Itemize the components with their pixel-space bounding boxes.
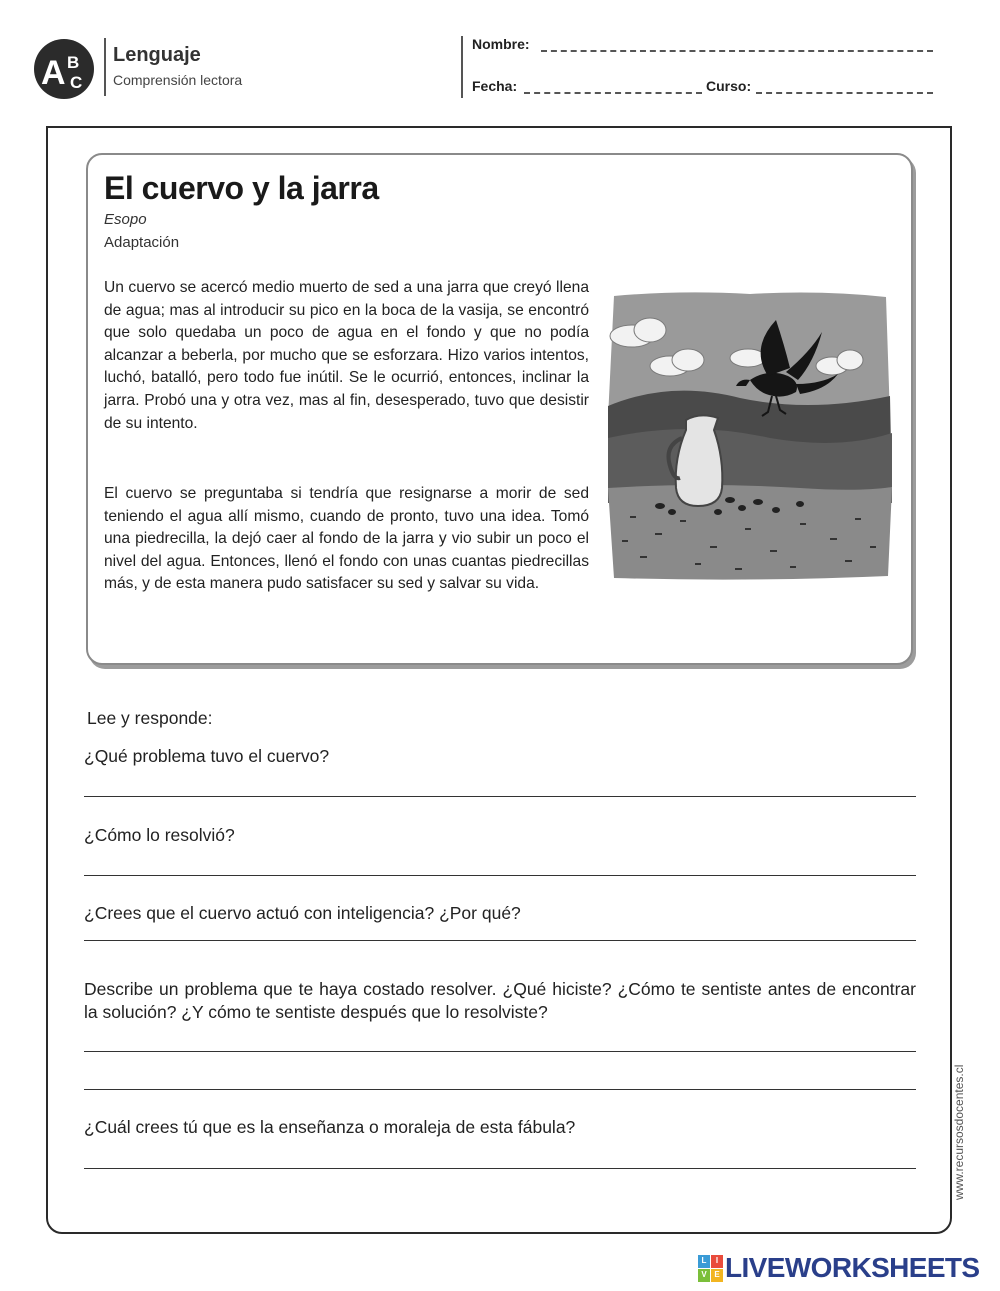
header-divider <box>104 38 106 96</box>
answer-line-4b[interactable] <box>84 1089 916 1090</box>
answer-line-2[interactable] <box>84 875 916 876</box>
answer-line-5[interactable] <box>84 1168 916 1169</box>
logo-letter-b: B <box>67 53 80 72</box>
answer-line-4a[interactable] <box>84 1051 916 1052</box>
question-1: ¿Qué problema tuvo el cuervo? <box>84 746 330 766</box>
liveworksheets-brand[interactable] <box>698 1253 980 1283</box>
story-title: El cuervo y la jarra <box>104 170 379 206</box>
story-author: Esopo <box>104 211 147 228</box>
date-field[interactable] <box>524 92 702 94</box>
brand-text: LIVEWORKSHEETS <box>725 1252 980 1283</box>
name-field[interactable] <box>541 50 933 52</box>
answer-line-3[interactable] <box>84 940 916 941</box>
fields-divider <box>461 36 463 98</box>
story-note: Adaptación <box>104 234 180 251</box>
course-label: Curso: <box>706 78 752 94</box>
unit-subtitle: Comprensión lectora <box>113 72 243 88</box>
date-label: Fecha: <box>472 78 518 94</box>
crow-and-jar-illustration <box>600 288 896 582</box>
side-url-text: www.recursosdocentes.cl <box>952 1064 966 1200</box>
question-4: Describe un problema que te haya costado resolver. ¿Qué hiciste? ¿Cómo te sentiste antes de encontrar la solución? ¿Y cómo te sentiste después que lo resolviste? <box>84 979 916 1022</box>
story-paragraph-2: El cuervo se preguntaba si tendría que resignarse a morir de sed teniendo el agua allí mismo, cuando de pronto, tuvo una idea. Tomó una piedrecilla, la dejó caer al fondo de la jarra y vio subir un poco el nivel del agua. Entonces, llenó el fondo con unas cuantas piedrecillas más, y de esta manera pudo satisfacer su sed y salvar su vida. <box>104 485 589 593</box>
question-2: ¿Cómo lo resolvió? <box>84 825 235 845</box>
liveworksheets-logo-icon <box>698 1255 722 1281</box>
answer-line-1[interactable] <box>84 796 916 797</box>
brand-mark-e: E <box>711 1269 723 1282</box>
instruction-text: Lee y responde: <box>87 708 213 728</box>
abc-logo <box>33 38 95 100</box>
brand-mark-l: L <box>698 1255 710 1268</box>
brand-mark-v: V <box>698 1269 710 1282</box>
question-5: ¿Cuál crees tú que es la enseñanza o moraleja de esta fábula? <box>84 1117 576 1137</box>
subject-title: Lenguaje <box>113 44 201 66</box>
question-3: ¿Crees que el cuervo actuó con inteligencia? ¿Por qué? <box>84 903 521 923</box>
story-paragraph-1: Un cuervo se acercó medio muerto de sed a una jarra que creyó llena de agua; mas al introducir su pico en la boca de la vasija, se encontró que solo quedaba un poco de agua en el fondo y que no podía alcanzar a beberla, por mucho que se esforzara. Hizo varios intentos, luchó, batalló, pero todo fue inútil. Se le ocurrió, entonces, inclinar la jarra. Probó una y otra vez, mas al fin, desesperado, tuvo que desistir de su intento. <box>104 279 589 432</box>
logo-letter-a: A <box>41 54 66 92</box>
name-label: Nombre: <box>472 36 530 52</box>
brand-mark-i: I <box>711 1255 723 1268</box>
logo-letter-c: C <box>70 73 83 92</box>
course-field[interactable] <box>756 92 933 94</box>
